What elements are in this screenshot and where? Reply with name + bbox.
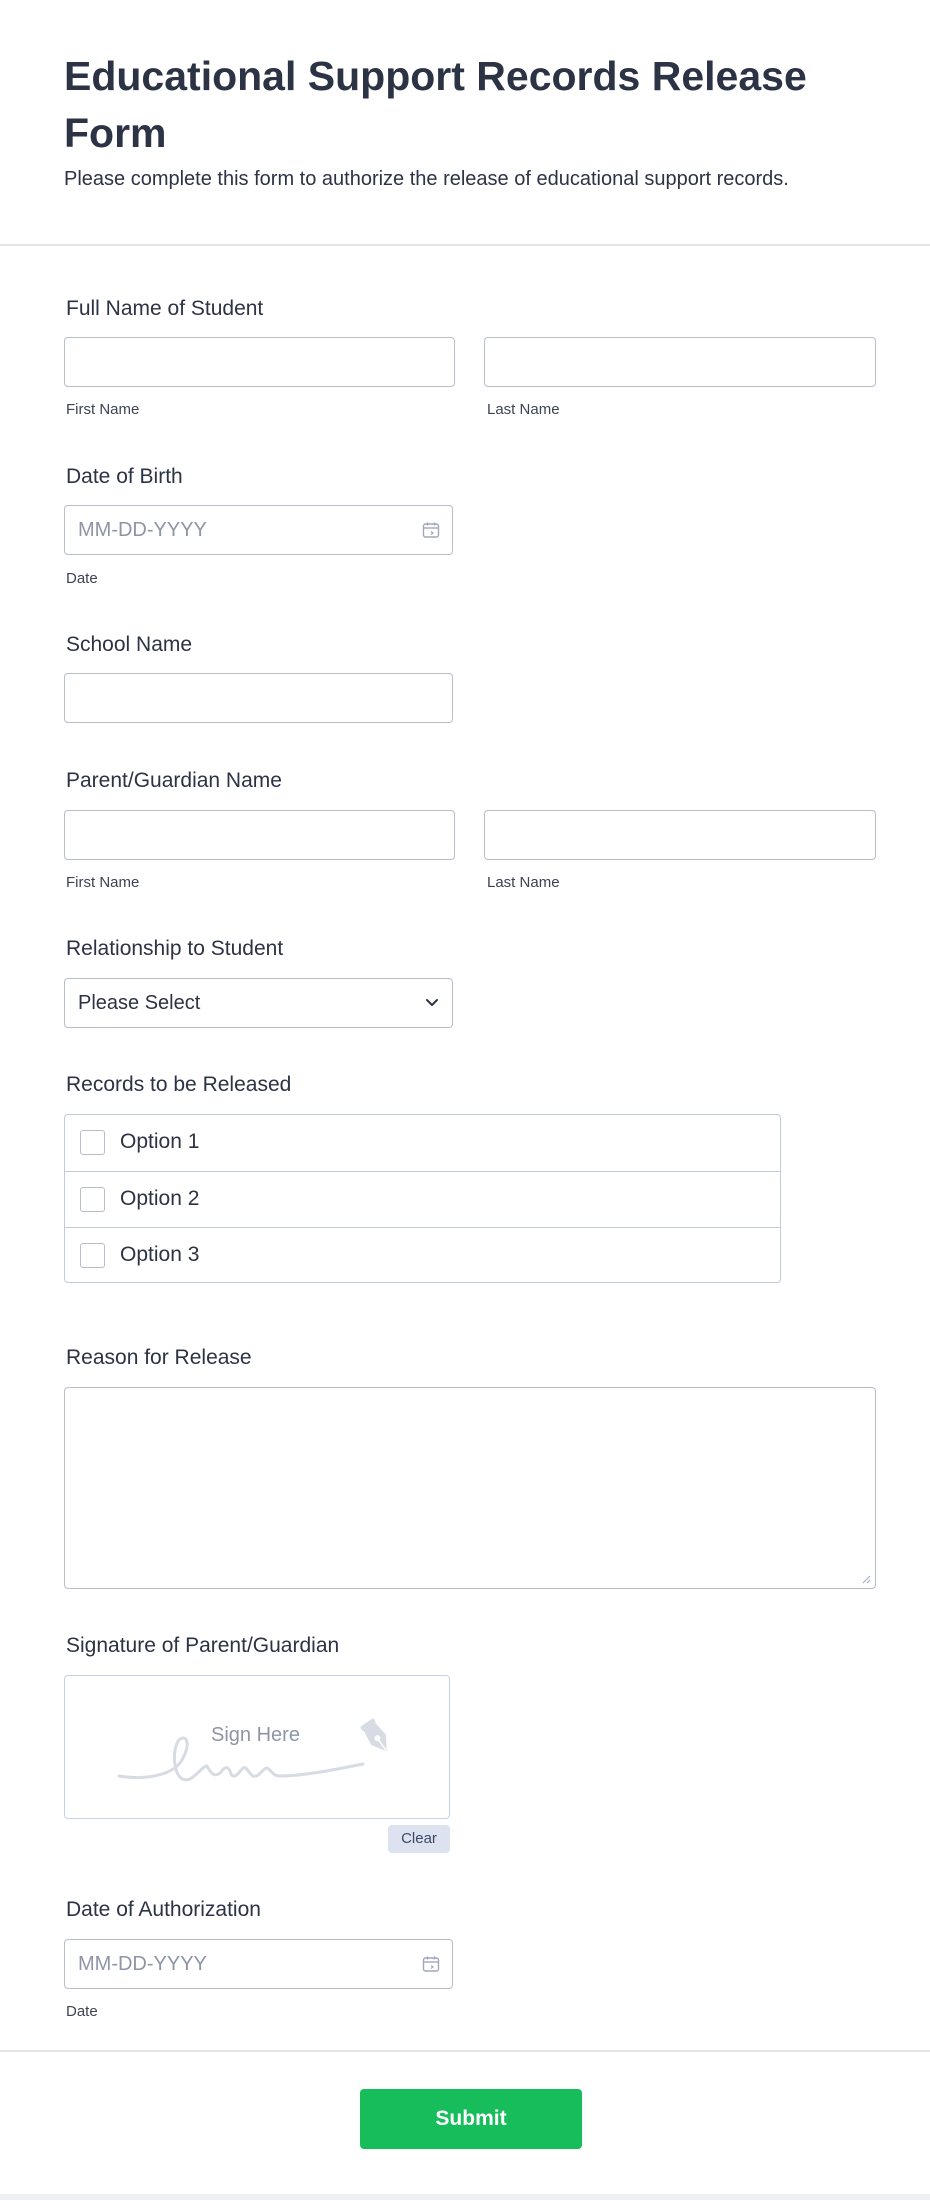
footer-divider	[0, 2050, 930, 2052]
form-subtitle: Please complete this form to authorize the release of educational support records.	[64, 168, 789, 190]
relationship-selected-value: Please Select	[78, 992, 201, 1014]
resize-grip-icon[interactable]	[861, 1574, 871, 1584]
signature-placeholder: Sign Here	[211, 1724, 300, 1746]
chevron-down-icon	[424, 996, 440, 1010]
auth-date-placeholder: MM-DD-YYYY	[78, 1953, 207, 1975]
student-first-name-sublabel: First Name	[66, 401, 140, 418]
relationship-label: Relationship to Student	[66, 937, 284, 960]
records-option-row[interactable]	[65, 1227, 780, 1283]
guardian-last-name-input[interactable]	[484, 810, 876, 860]
bottom-strip	[0, 2194, 930, 2200]
form-title: Educational Support Records Release Form	[64, 53, 807, 156]
student-name-label: Full Name of Student	[66, 297, 264, 320]
school-name-input[interactable]	[64, 673, 453, 723]
records-option-row[interactable]	[65, 1115, 780, 1171]
guardian-last-name-sublabel: Last Name	[487, 874, 560, 891]
dob-placeholder: MM-DD-YYYY	[78, 519, 207, 541]
records-option-checkbox[interactable]	[80, 1243, 105, 1268]
reason-label: Reason for Release	[66, 1346, 252, 1369]
guardian-first-name-input[interactable]	[64, 810, 455, 860]
records-option-row[interactable]	[65, 1171, 780, 1227]
dob-input[interactable]	[64, 505, 453, 555]
student-last-name-sublabel: Last Name	[487, 401, 560, 418]
pen-nib-icon	[353, 1718, 403, 1760]
records-option-label[interactable]: Option 1	[120, 1130, 200, 1153]
guardian-first-name-sublabel: First Name	[66, 874, 140, 891]
guardian-name-label: Parent/Guardian Name	[66, 769, 282, 792]
signature-pad[interactable]	[64, 1675, 450, 1819]
records-option-label[interactable]: Option 3	[120, 1243, 200, 1266]
auth-date-sublabel: Date	[66, 2003, 98, 2020]
student-first-name-input[interactable]	[64, 337, 455, 387]
auth-date-label: Date of Authorization	[66, 1898, 261, 1921]
submit-button[interactable]: Submit	[360, 2089, 582, 2149]
school-name-label: School Name	[66, 633, 193, 656]
student-last-name-input[interactable]	[484, 337, 876, 387]
records-label: Records to be Released	[66, 1073, 292, 1096]
form-header	[0, 0, 930, 246]
signature-label: Signature of Parent/Guardian	[66, 1634, 340, 1657]
dob-label: Date of Birth	[66, 465, 183, 488]
auth-date-input[interactable]	[64, 1939, 453, 1989]
dob-sublabel: Date	[66, 570, 98, 587]
reason-textarea[interactable]	[64, 1387, 876, 1589]
calendar-icon[interactable]	[422, 521, 440, 539]
records-checkbox-group	[64, 1114, 781, 1283]
calendar-icon[interactable]	[422, 1955, 440, 1973]
records-option-checkbox[interactable]	[80, 1187, 105, 1212]
records-option-checkbox[interactable]	[80, 1130, 105, 1155]
relationship-select[interactable]	[64, 978, 453, 1028]
records-option-label[interactable]: Option 2	[120, 1187, 200, 1210]
signature-clear-button[interactable]: Clear	[388, 1825, 450, 1853]
